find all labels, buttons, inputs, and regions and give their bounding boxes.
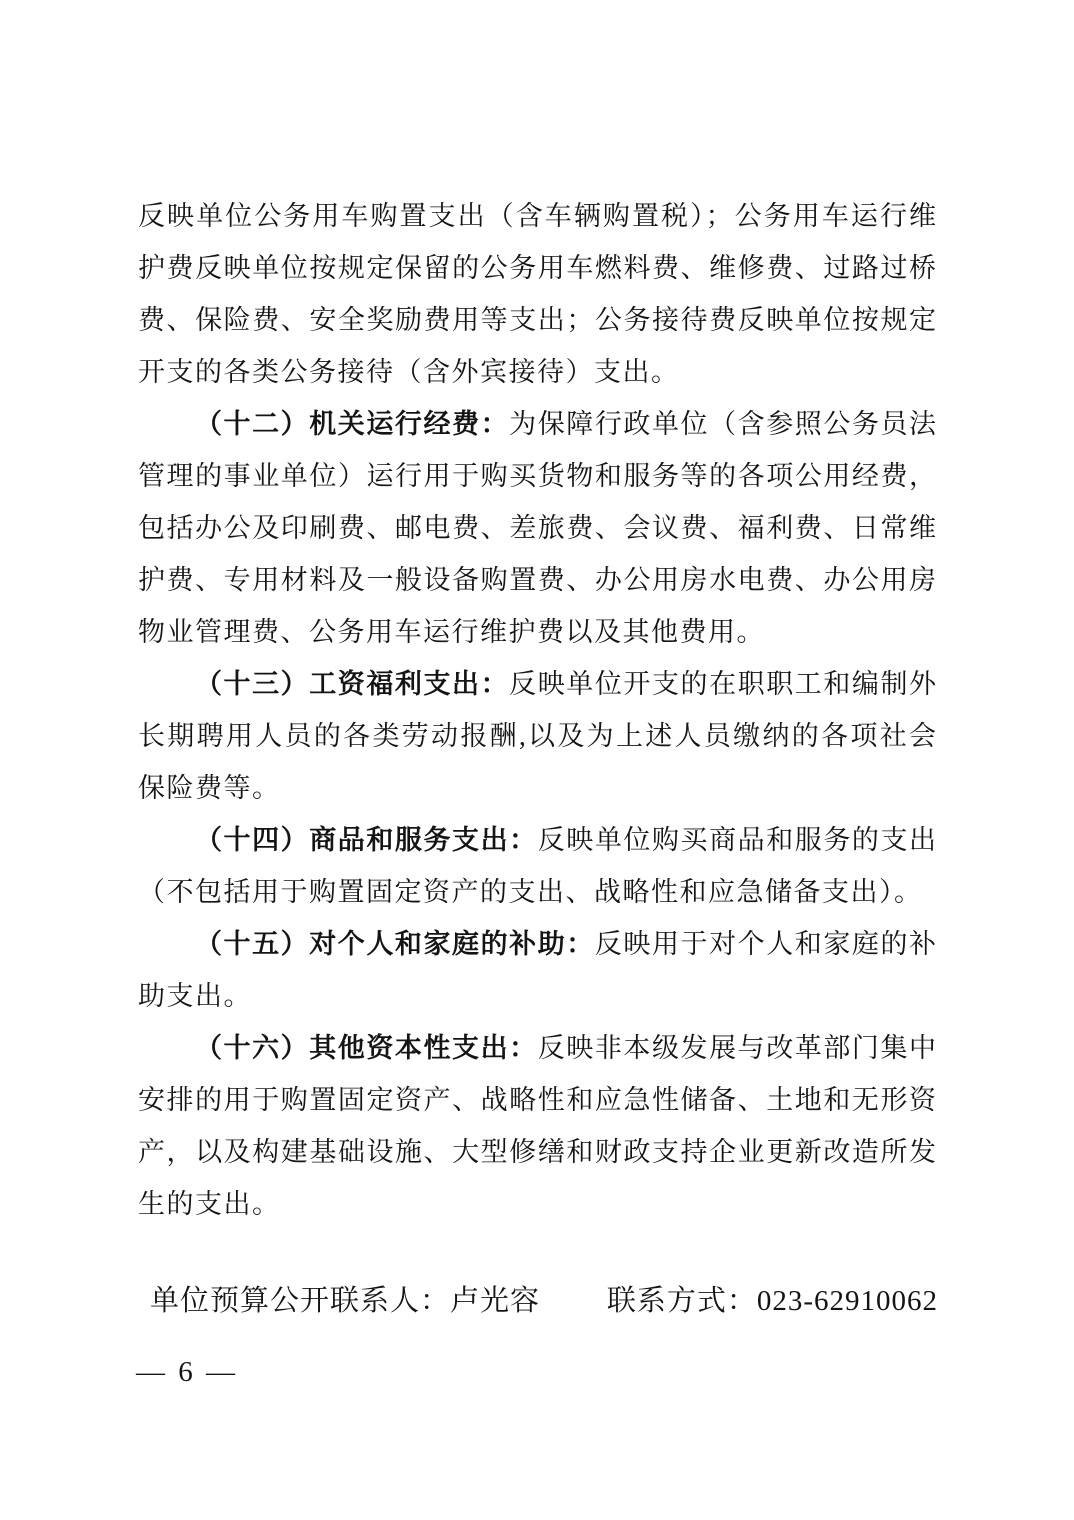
text-line <box>138 398 936 450</box>
text-run: 反映单位开支的在职职工和编制外 <box>509 669 936 699</box>
paragraph-4 <box>138 814 936 918</box>
text-line: 保险费等。 <box>138 773 281 803</box>
text-line: 产，以及构建基础设施、大型修缮和财政支持企业更新改造所发 <box>138 1137 936 1167</box>
text-line: 包括办公及印刷费、邮电费、差旅费、会议费、福利费、日常维 <box>138 513 936 543</box>
section-heading: （十四）商品和服务支出： <box>195 825 538 855</box>
text-line <box>138 814 936 866</box>
section-heading: （十二）机关运行经费： <box>195 409 510 439</box>
contact-person: 单位预算公开联系人：卢光容 <box>150 1285 541 1317</box>
text-line: 反映单位公务用车购置支出（含车辆购置税）；公务用车运行维 <box>138 201 936 231</box>
section-heading: （十三）工资福利支出： <box>195 669 510 699</box>
text-line: （不包括用于购置固定资产的支出、战略性和应急储备支出）。 <box>138 877 923 907</box>
text-line: 长期聘用人员的各类劳动报酬,以及为上述人员缴纳的各项社会 <box>138 721 936 751</box>
text-line: 开支的各类公务接待（含外宾接待）支出。 <box>138 357 680 387</box>
text-run: 反映非本级发展与改革部门集中 <box>537 1033 936 1063</box>
text-run: 反映用于对个人和家庭的补 <box>594 929 936 959</box>
document-body <box>138 190 936 1230</box>
text-line <box>138 918 936 970</box>
text-run: 为保障行政单位（含参照公务员法 <box>509 409 936 439</box>
text-line: 护费反映单位按规定保留的公务用车燃料费、维修费、过路过桥 <box>138 253 936 283</box>
paragraph-5 <box>138 918 936 1022</box>
text-line: 物业管理费、公务用车运行维护费以及其他费用。 <box>138 617 765 647</box>
text-line: 生的支出。 <box>138 1189 281 1219</box>
contact-method: 联系方式：023-62910062 <box>606 1285 938 1317</box>
page-number: — 6 — <box>136 1356 238 1388</box>
section-heading: （十六）其他资本性支出： <box>195 1033 538 1063</box>
text-line: 费、保险费、安全奖励费用等支出；公务接待费反映单位按规定 <box>138 305 936 335</box>
budget-contact-line <box>150 1283 938 1319</box>
section-heading: （十五）对个人和家庭的补助： <box>195 929 595 959</box>
text-line: 安排的用于购置固定资产、战略性和应急性储备、土地和无形资 <box>138 1085 936 1115</box>
paragraph-6 <box>138 1022 936 1230</box>
text-line: 护费、专用材料及一般设备购置费、办公用房水电费、办公用房 <box>138 565 936 595</box>
text-run: 反映单位购买商品和服务的支出 <box>537 825 936 855</box>
paragraph-3 <box>138 658 936 814</box>
paragraph-2 <box>138 398 936 658</box>
text-line: 管理的事业单位）运行用于购买货物和服务等的各项公用经费， <box>138 461 936 491</box>
text-line <box>138 1022 936 1074</box>
text-line <box>138 658 936 710</box>
text-line: 助支出。 <box>138 981 252 1011</box>
paragraph-1 <box>138 190 936 398</box>
